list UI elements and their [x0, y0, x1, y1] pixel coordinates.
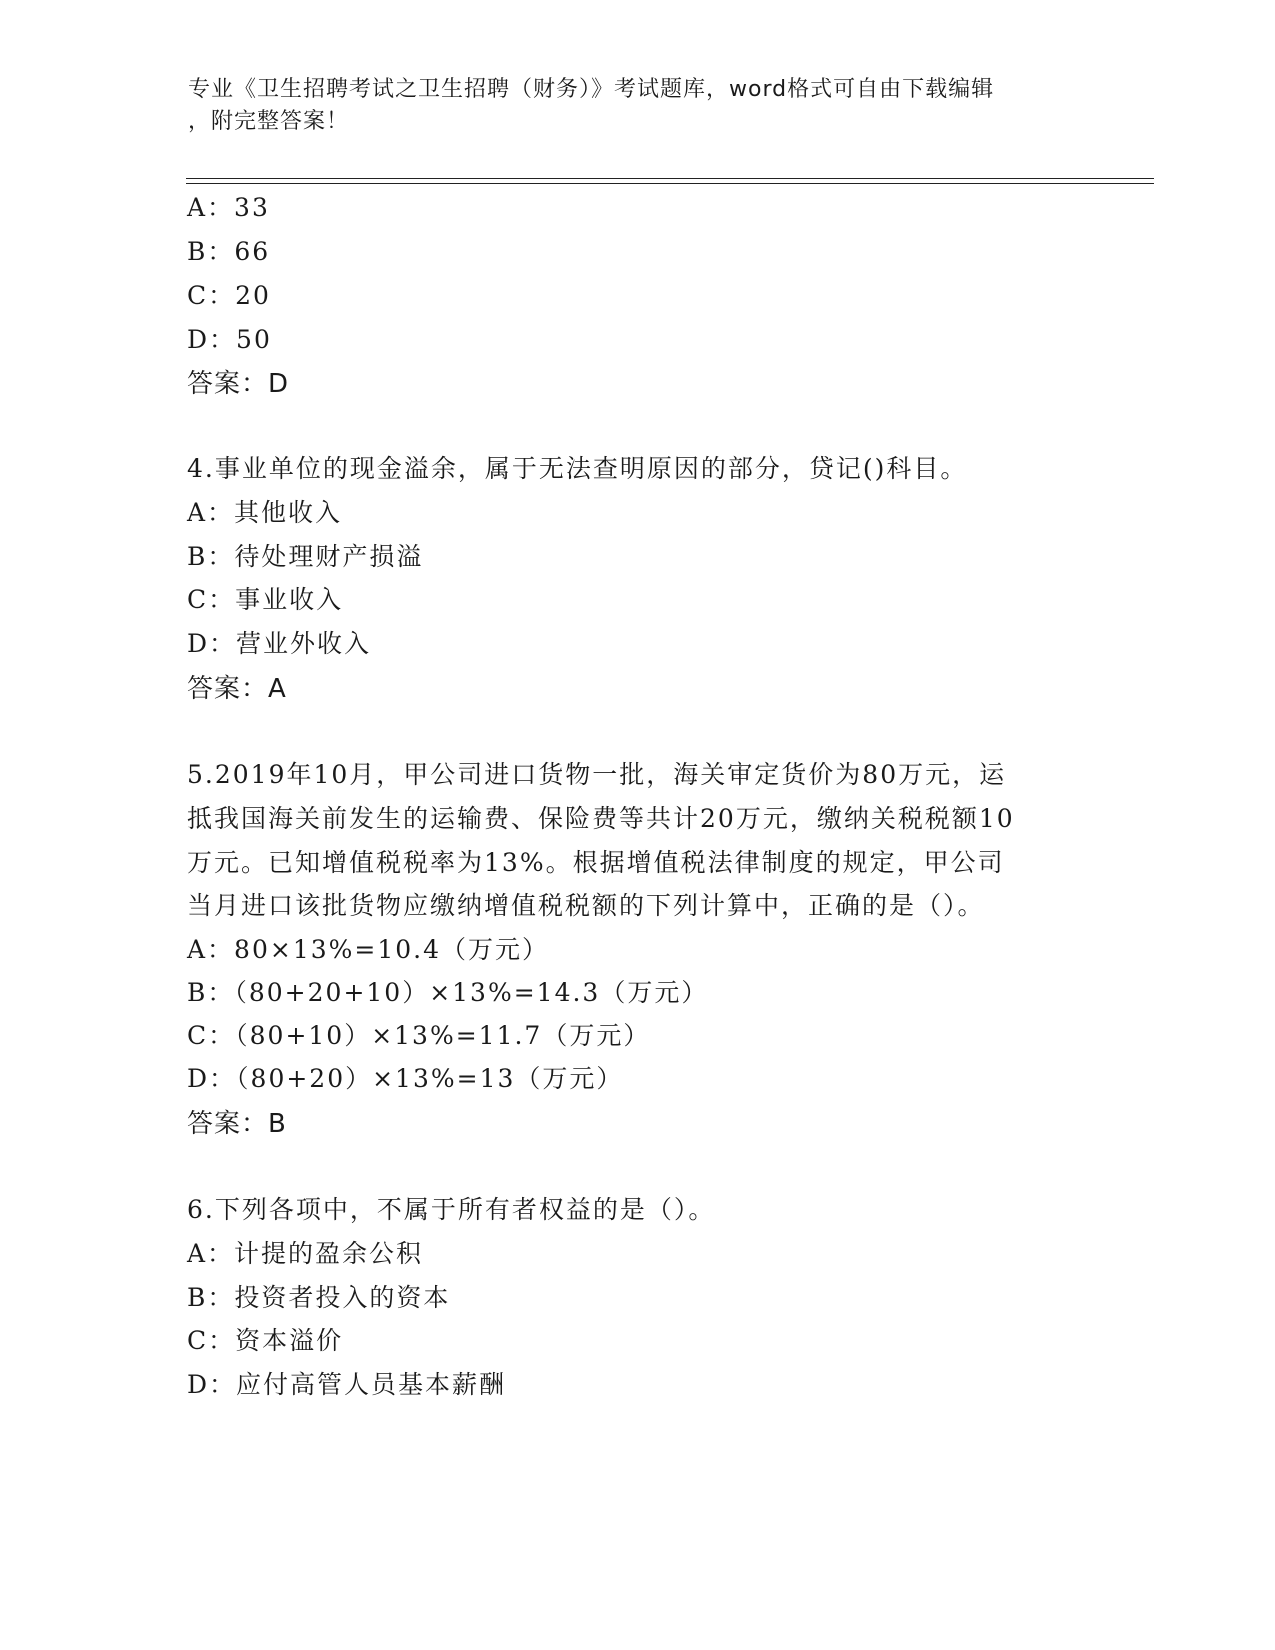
q4-stem: 4.事业单位的现金溢余，属于无法查明原因的部分，贷记()科目。 [187, 454, 968, 483]
header-line-1: 专业《卫生招聘考试之卫生招聘（财务）》考试题库，word格式可自由下载编辑 [188, 77, 995, 102]
q5-stem-line-4: 当月进口该批货物应缴纳增值税税额的下列计算中，正确的是（）。 [187, 891, 985, 920]
q3-option-c: C：20 [187, 281, 271, 310]
q4-option-c: C：事业收入 [187, 585, 344, 614]
q4-option-a: A：其他收入 [187, 498, 343, 527]
q3-option-d: D：50 [187, 325, 272, 354]
q4-option-b: B：待处理财产损溢 [187, 542, 424, 571]
q5-option-b: B：（80+20+10）×13%=14.3（万元） [187, 978, 709, 1007]
q4-option-d: D：营业外收入 [187, 629, 372, 658]
document-header [188, 74, 1088, 138]
q6-option-d: D：应付高管人员基本薪酬 [187, 1370, 507, 1399]
q4-answer: 答案：A [187, 674, 287, 704]
q5-option-a: A：80×13%=10.4（万元） [187, 935, 549, 964]
q5-stem-line-2: 抵我国海关前发生的运输费、保险费等共计20万元，缴纳关税税额10 [187, 804, 1015, 833]
q5-option-d: D：（80+20）×13%=13（万元） [187, 1064, 624, 1093]
q6-stem: 6.下列各项中，不属于所有者权益的是（）。 [187, 1195, 716, 1224]
q5-stem-line-1: 5.2019年10月，甲公司进口货物一批，海关审定货价为80万元，运 [187, 760, 1007, 789]
q5-stem-line-3: 万元。已知增值税税率为13%。根据增值税法律制度的规定，甲公司 [187, 848, 1005, 877]
q6-option-b: B：投资者投入的资本 [187, 1283, 451, 1312]
q5-option-c: C：（80+10）×13%=11.7（万元） [187, 1021, 651, 1050]
header-divider-top [186, 178, 1154, 179]
q3-option-a: A：33 [187, 193, 270, 222]
q5-answer: 答案：B [187, 1109, 287, 1139]
q3-answer: 答案：D [187, 369, 290, 399]
q3-option-b: B：66 [187, 237, 271, 266]
q6-option-c: C：资本溢价 [187, 1326, 344, 1355]
q6-option-a: A：计提的盈余公积 [187, 1239, 424, 1268]
header-divider-bottom [186, 183, 1154, 184]
header-line-2: ，附完整答案！ [188, 109, 350, 134]
